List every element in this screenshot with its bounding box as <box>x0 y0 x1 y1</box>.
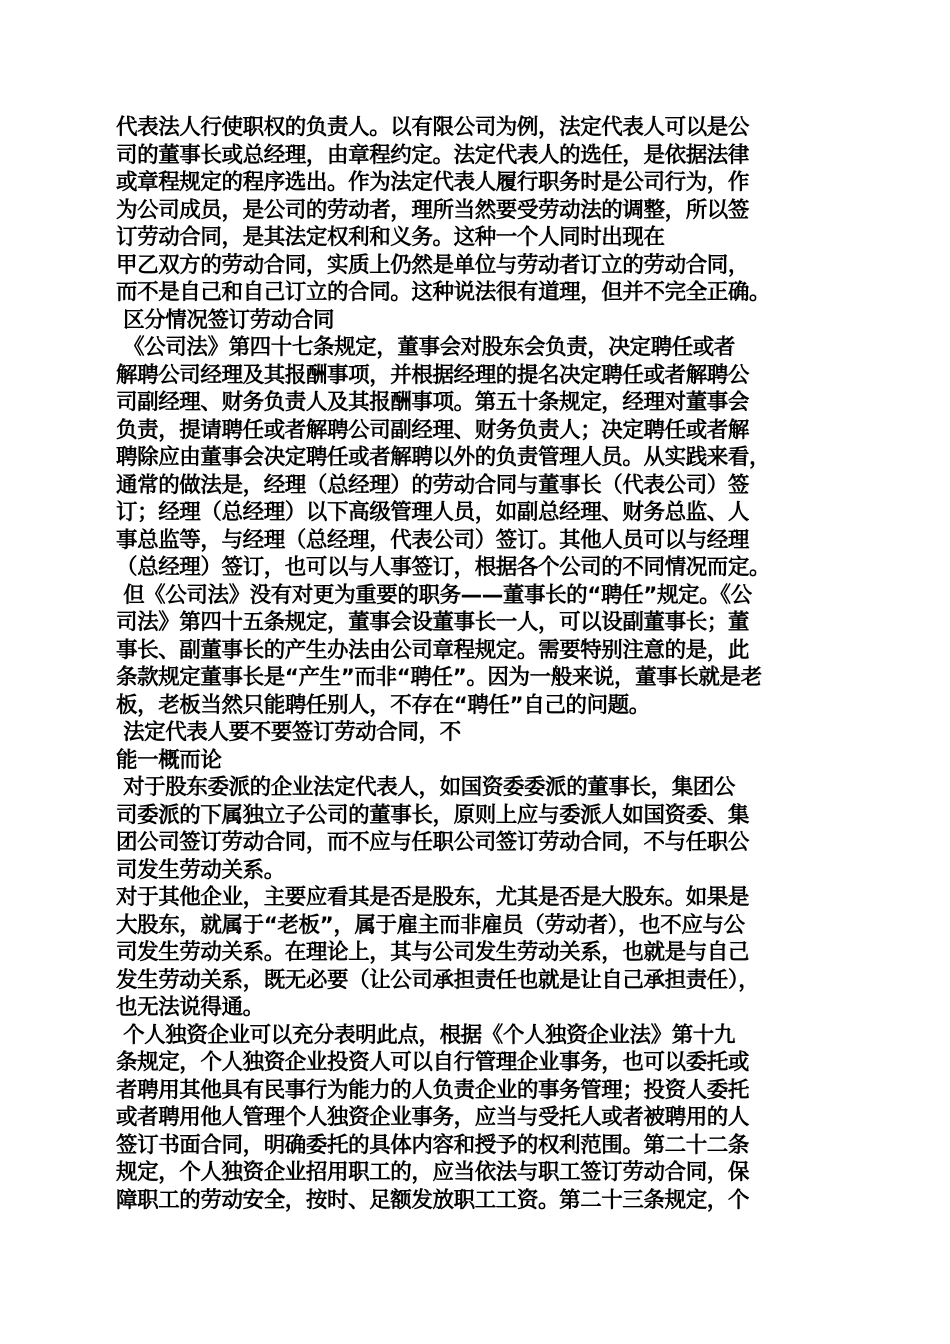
text-line: 通常的做法是，经理（总经理）的劳动合同与董事长（代表公司）签 <box>116 472 750 498</box>
text-line: 订；经理（总经理）以下高级管理人员，如副总经理、财务总监、人 <box>116 500 750 525</box>
text-line: 聘除应由董事会决定聘任或者解聘以外的负责管理人员。从实践来看， <box>116 445 771 470</box>
text-line: 法定代表人要不要签订劳动合同，不 <box>116 720 461 745</box>
text-line: 个人独资企业可以充分表明此点，根据《个人独资企业法》第十九 <box>116 1022 735 1048</box>
text-line: 团公司签订劳动合同，而不应与任职公司签订劳动合同，不与任职公 <box>116 830 750 855</box>
text-line: 也无法说得通。 <box>116 995 264 1020</box>
text-line: 对于其他企业，主要应看其是否是股东，尤其是否是大股东。如果是 <box>116 885 750 910</box>
text-line: 区分情况签订劳动合同 <box>116 307 335 333</box>
text-line: 对于股东委派的企业法定代表人，如国资委委派的董事长，集团公 <box>116 775 735 800</box>
text-line: 司委派的下属独立子公司的董事长，原则上应与委派人如国资委、集 <box>116 802 750 828</box>
text-line: 司发生劳动关系。在理论上，其与公司发生劳动关系，也就是与自己 <box>116 940 750 965</box>
text-line: 者聘用其他具有民事行为能力的人负责企业的事务管理；投资人委托 <box>116 1077 750 1103</box>
text-line: （总经理）签订，也可以与人事签订，根据各个公司的不同情况而定。 <box>116 555 771 580</box>
text-line: 事总监等，与经理（总经理，代表公司）签订。其他人员可以与经理 <box>116 527 750 553</box>
document-body <box>116 114 851 1214</box>
text-line: 能一概而论 <box>116 747 222 773</box>
text-line: 司发生劳动关系。 <box>116 857 285 883</box>
text-line: 而不是自己和自己订立的合同。这种说法很有道理，但并不完全正确。 <box>116 280 771 305</box>
text-line: 司法》第四十五条规定，董事会设董事长一人，可以设副董事长；董 <box>116 610 750 635</box>
text-line: 解聘公司经理及其报酬事项，并根据经理的提名决定聘任或者解聘公 <box>116 362 750 388</box>
text-line: 条规定，个人独资企业投资人可以自行管理企业事务，也可以委托或 <box>116 1050 750 1075</box>
text-line: 《公司法》第四十七条规定，董事会对股东会负责，决定聘任或者 <box>116 335 735 360</box>
text-line: 司副经理、财务负责人及其报酬事项。第五十条规定，经理对董事会 <box>116 390 750 415</box>
text-line: 事长、副董事长的产生办法由公司章程规定。需要特别注意的是，此 <box>116 637 750 663</box>
text-line: 大股东，就属于“老板”，属于雇主而非雇员（劳动者），也不应与公 <box>116 912 745 938</box>
text-line: 发生劳动关系，既无必要（让公司承担责任也就是让自己承担责任）， <box>116 967 760 993</box>
text-line: 但《公司法》没有对更为重要的职务——董事长的“聘任”规定。《公 <box>116 582 752 608</box>
text-line: 司的董事长或总经理，由章程约定。法定代表人的选任，是依据法律 <box>116 142 750 168</box>
text-line: 规定，个人独资企业招用职工的，应当依法与职工签订劳动合同，保 <box>116 1160 750 1185</box>
text-line: 或章程规定的程序选出。作为法定代表人履行职务时是公司行为，作 <box>116 170 750 195</box>
text-line: 负责，提请聘任或者解聘公司副经理、财务负责人；决定聘任或者解 <box>116 417 750 443</box>
text-line: 障职工的劳动安全，按时、足额发放职工工资。第二十三条规定，个 <box>116 1187 750 1213</box>
text-line: 或者聘用他人管理个人独资企业事务，应当与受托人或者被聘用的人 <box>116 1105 750 1130</box>
text-line: 条款规定董事长是“产生”而非“聘任”。因为一般来说，董事长就是老 <box>116 665 762 690</box>
text-line: 签订书面合同，明确委托的具体内容和授予的权利范围。第二十二条 <box>116 1132 750 1158</box>
text-line: 订劳动合同，是其法定权利和义务。这种一个人同时出现在 <box>116 225 665 250</box>
text-line: 代表法人行使职权的负责人。以有限公司为例，法定代表人可以是公 <box>116 115 750 140</box>
text-line: 板，老板当然只能聘任别人，不存在“聘任”自己的问题。 <box>116 692 650 718</box>
text-line: 为公司成员，是公司的劳动者，理所当然要受劳动法的调整，所以签 <box>116 197 750 223</box>
text-line: 甲乙双方的劳动合同，实质上仍然是单位与劳动者订立的劳动合同， <box>116 252 750 278</box>
